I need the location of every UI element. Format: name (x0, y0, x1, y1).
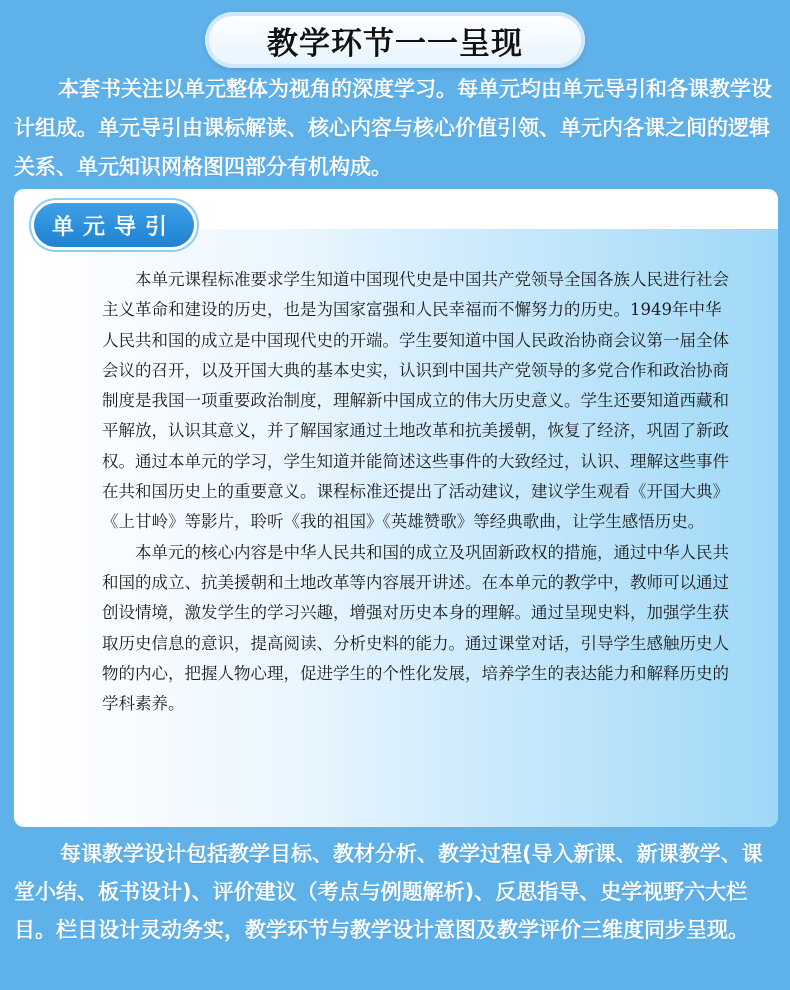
intro-paragraph: 本套书关注以单元整体为视角的深度学习。每单元均由单元导引和各课教学设计组成。单元导引由课标解读、核心内容与核心价值引领、单元内各课之间的逻辑关系、单元知识网格图四部分有机构成。 (14, 77, 772, 179)
unit-guide-body (102, 265, 732, 719)
unit-guide-card (14, 189, 778, 827)
unit-guide-paragraph-1: 本单元课程标准要求学生知道中国现代史是中国共产党领导全国各族人民进行社会主义革命和建设的历史，也是为国家富强和人民幸福而不懈努力的历史。1949年中华人民共和国的成立是中国现代史的开端。学生要知道中国人民政治协商会议第一届全体会议的召开，以及开国大典的基本史实，认识到中国共产党领导的多党合作和政治协商制度是我国一项重要政治制度，理解新中国成立的伟大历史意义。学生还要知道西藏和平解放，认识其意义，并了解国家通过土地改革和抗美援朝，恢复了经济，巩固了新政权。通过本单元的学习，学生知道并能简述这些事件的大致经过，认识、理解这些事件在共和国历史上的重要意义。课程标准还提出了活动建议，建议学生观看《开国大典》《上甘岭》等影片，聆听《我的祖国》《英雄赞歌》等经典歌曲，让学生感悟历史。 (102, 270, 729, 532)
unit-guide-badge-label: 单元导引 (52, 213, 177, 240)
page-title: 教学环节一一呈现 (267, 25, 523, 62)
unit-guide-paragraph-2: 本单元的核心内容是中华人民共和国的成立及巩固新政权的措施，通过中华人民共和国的成立、抗美援朝和土地改革等内容展开讲述。在本单元的教学中，教师可以通过创设情境，激发学生的学习兴趣，增强对历史本身的理解。通过呈现史料，加强学生获取历史信息的意识，提高阅读、分析史料的能力。通过课堂对话，引导学生感触历史人物的内心，把握人物心理，促进学生的个性化发展，培养学生的表达能力和解释历史的学科素养。 (102, 542, 729, 714)
unit-guide-badge (34, 203, 194, 247)
title-banner (205, 12, 585, 68)
outro-paragraph: 每课教学设计包括教学目标、教材分析、教学过程(导入新课、新课教学、课堂小结、板书设计)、评价建议（考点与例题解析)、反思指导、史学视野六大栏目。栏目设计灵动务实，教学环节与教学设计意图及教学评价三维度同步呈现。 (14, 842, 763, 942)
